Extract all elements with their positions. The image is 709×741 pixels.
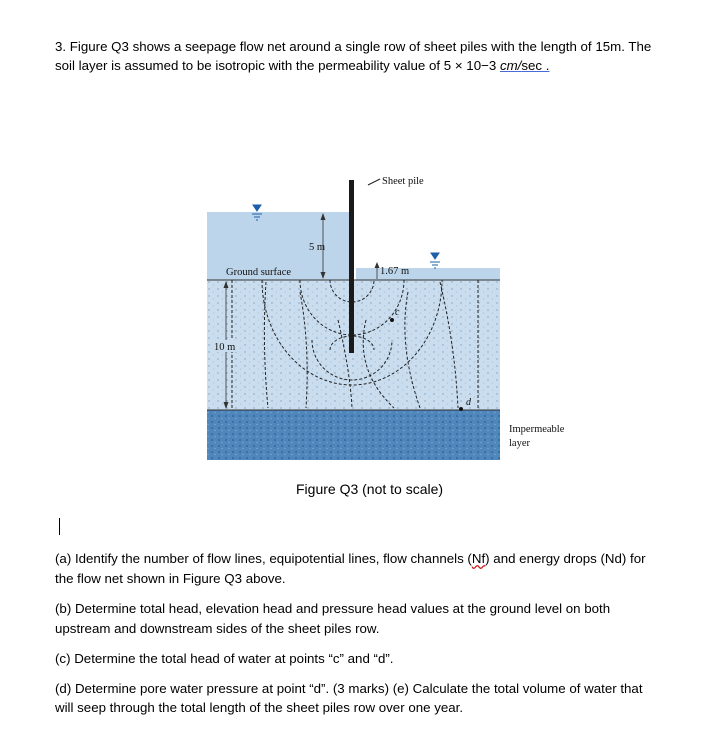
part-d-line-1: (d) Determine pore water pressure at point “d”. (3 marks) (e) Calculate the total volume of water that: [55, 681, 643, 696]
part-a-line-2: the flow net shown in Figure Q3 above.: [55, 571, 286, 586]
label-5m: 5 m: [309, 242, 326, 253]
label-sheet-pile: Sheet pile: [382, 176, 424, 187]
part-a-nf: Nf: [471, 551, 486, 566]
label-ground-surface: Ground surface: [226, 267, 292, 278]
water-level-symbol-downstream: [430, 253, 440, 268]
part-a-text: (a) Identify the number of flow lines, equipotential lines, flow channels (: [55, 551, 472, 566]
question-line-1: 3. Figure Q3 shows a seepage flow net around a single row of sheet piles with the length of 15m. The: [55, 39, 652, 54]
label-impermeable: Impermeable: [509, 424, 565, 435]
sheet-pile: [349, 180, 354, 353]
question-line-2-text: soil layer is assumed to be isotropic with the permeability value of 5 × 10−3: [55, 58, 500, 73]
part-c: (c) Determine the total head of water at points “c” and “d”.: [55, 651, 394, 666]
label-point-c: c: [395, 307, 400, 318]
part-a-text-end: ) and energy drops (Nd) for: [485, 551, 646, 566]
units-rest: sec .: [521, 58, 550, 73]
part-b-line-1: (b) Determine total head, elevation head and pressure head values at the ground level on both: [55, 601, 611, 616]
part-d-line-2: will seep through the total length of the sheet piles row over one year.: [55, 700, 464, 715]
part-b-line-2: upstream and downstream sides of the sheet piles row.: [55, 621, 380, 636]
label-point-d: d: [466, 397, 471, 408]
point-c-marker: [390, 318, 394, 322]
text-cursor: [59, 518, 60, 535]
point-d-marker: [459, 407, 463, 411]
part-a-line-1: [55, 549, 675, 568]
downstream-water: [356, 268, 500, 280]
label-1-67m: 1.67 m: [380, 266, 410, 277]
label-layer: layer: [509, 438, 530, 449]
figure-caption: Figure Q3 (not to scale): [296, 481, 444, 497]
units-italic: cm/: [499, 58, 522, 73]
label-10m: 10 m: [214, 342, 236, 353]
